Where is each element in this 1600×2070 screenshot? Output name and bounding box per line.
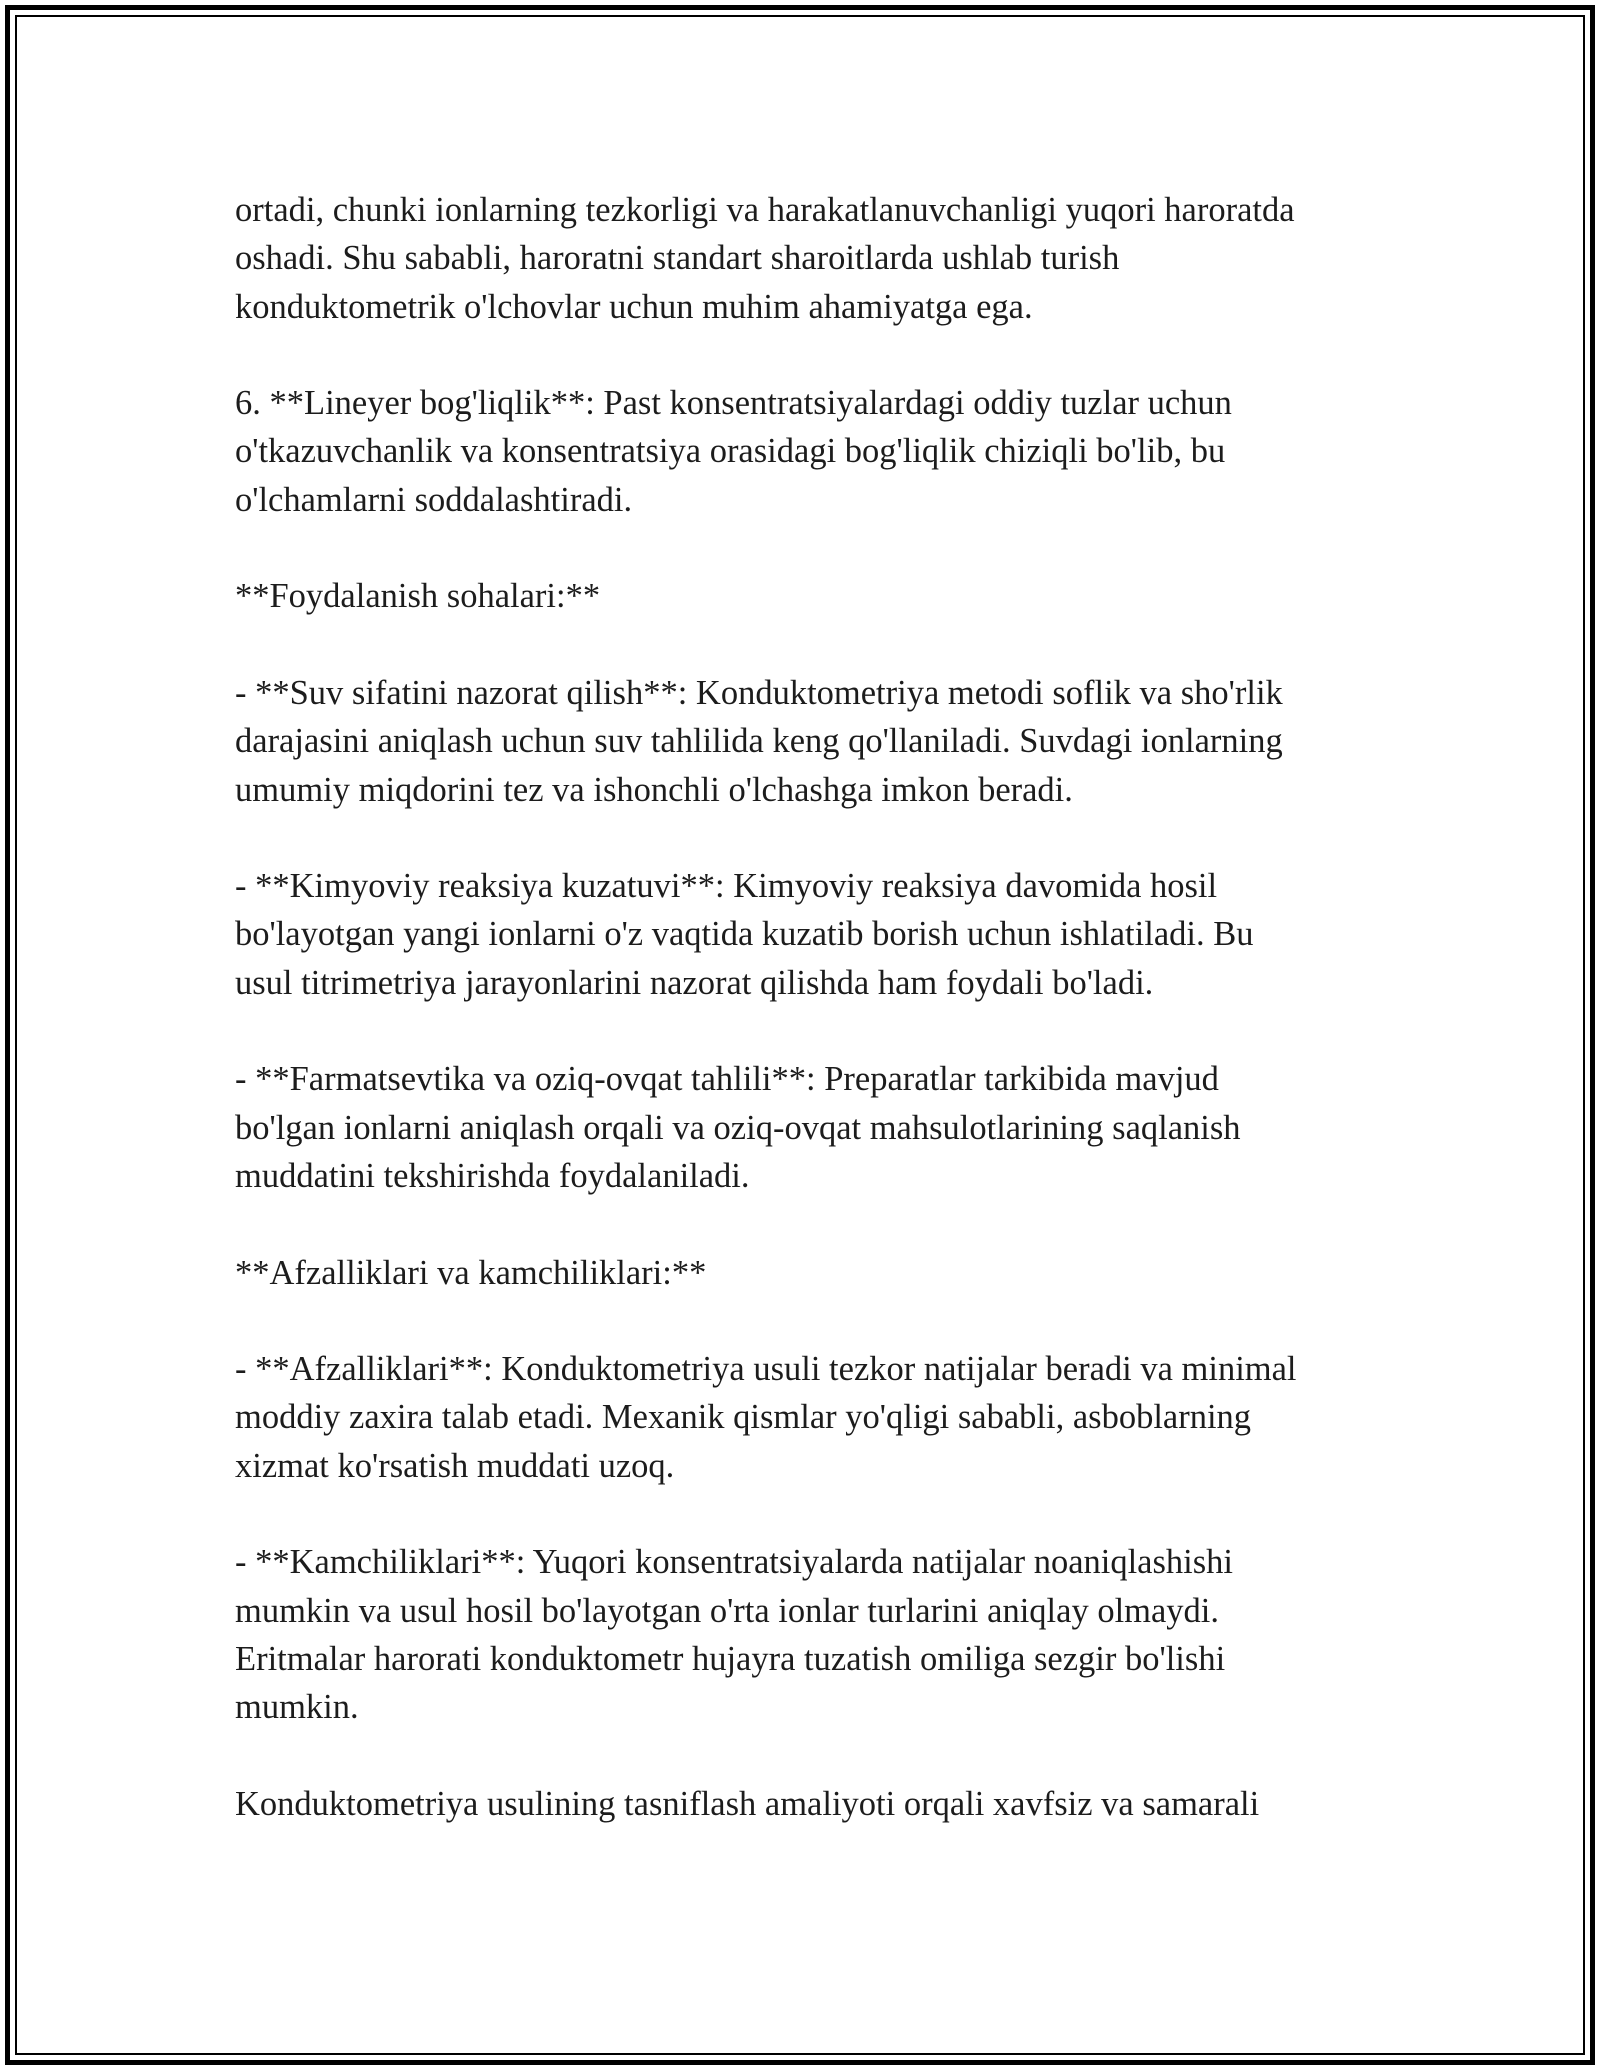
text-line: umumiy miqdorini tez va ishonchli o'lchashga imkon beradi. bbox=[235, 770, 1073, 809]
text-line: bo'lgan ionlarni aniqlash orqali va oziq-ovqat mahsulotlarining saqlanish bbox=[235, 1108, 1241, 1147]
text-line: oshadi. Shu sababli, haroratni standart sharoitlarda ushlab turish bbox=[235, 239, 1120, 278]
text-line: - **Afzalliklari**: Konduktometriya usuli tezkor natijalar beradi va minimal bbox=[235, 1350, 1297, 1389]
text-line: mumkin va usul hosil bo'layotgan o'rta ionlar turlarini aniqlay olmaydi. bbox=[235, 1591, 1220, 1630]
text-line: **Foydalanish sohalari:** bbox=[235, 577, 601, 616]
text-line: - **Farmatsevtika va oziq-ovqat tahlili**: Preparatlar tarkibida mavjud bbox=[235, 1060, 1219, 1099]
text-line: o'lchamlarni soddalashtiradi. bbox=[235, 480, 633, 519]
text-line: usul titrimetriya jarayonlarini nazorat qilishda ham foydali bo'ladi. bbox=[235, 963, 1154, 1002]
text-line: Eritmalar harorati konduktometr hujayra tuzatish omiliga sezgir bo'lishi bbox=[235, 1639, 1226, 1678]
section-heading-applications bbox=[235, 572, 1380, 620]
text-line: muddatini tekshirishda foydalaniladi. bbox=[235, 1156, 750, 1195]
text-line: konduktometrik o'lchovlar uchun muhim ahamiyatga ega. bbox=[235, 287, 1033, 326]
text-line: o'tkazuvchanlik va konsentratsiya orasidagi bog'liqlik chiziqli bo'lib, bu bbox=[235, 432, 1226, 471]
paragraph-conclusion bbox=[235, 1780, 1380, 1828]
document-body bbox=[235, 186, 1380, 1876]
text-line: - **Kimyoviy reaksiya kuzatuvi**: Kimyoviy reaksiya davomida hosil bbox=[235, 867, 1218, 906]
text-line: mumkin. bbox=[235, 1688, 359, 1727]
section-heading-pros-cons bbox=[235, 1249, 1380, 1297]
text-line: bo'layotgan yangi ionlarni o'z vaqtida kuzatib borish uchun ishlatiladi. Bu bbox=[235, 915, 1254, 954]
text-line: Konduktometriya usulining tasniflash amaliyoti orqali xavfsiz va samarali bbox=[235, 1784, 1260, 1823]
text-line: - **Kamchiliklari**: Yuqori konsentratsiyalarda natijalar noaniqlashishi bbox=[235, 1543, 1234, 1582]
text-line: 6. **Lineyer bog'liqlik**: Past konsentratsiyalardagi oddiy tuzlar uchun bbox=[235, 384, 1232, 423]
list-item-water-quality bbox=[235, 669, 1380, 814]
list-item-reaction-monitoring bbox=[235, 862, 1380, 1007]
text-line: ortadi, chunki ionlarning tezkorligi va harakatlanuvchanligi yuqori haroratda bbox=[235, 191, 1295, 229]
list-item-advantages bbox=[235, 1345, 1380, 1490]
text-line: - **Suv sifatini nazorat qilish**: Konduktometriya metodi soflik va sho'rlik bbox=[235, 673, 1283, 712]
text-line: xizmat ko'rsatish muddati uzoq. bbox=[235, 1446, 675, 1485]
paragraph-linear-dependence bbox=[235, 379, 1380, 524]
text-line: darajasini aniqlash uchun suv tahlilida keng qo'llaniladi. Suvdagi ionlarning bbox=[235, 722, 1283, 761]
paragraph-temperature-continuation bbox=[235, 186, 1380, 331]
list-item-pharma-food bbox=[235, 1055, 1380, 1200]
list-item-disadvantages bbox=[235, 1538, 1380, 1731]
text-line: moddiy zaxira talab etadi. Mexanik qismlar yo'qligi sababli, asboblarning bbox=[235, 1398, 1252, 1437]
text-line: **Afzalliklari va kamchiliklari:** bbox=[235, 1253, 707, 1292]
